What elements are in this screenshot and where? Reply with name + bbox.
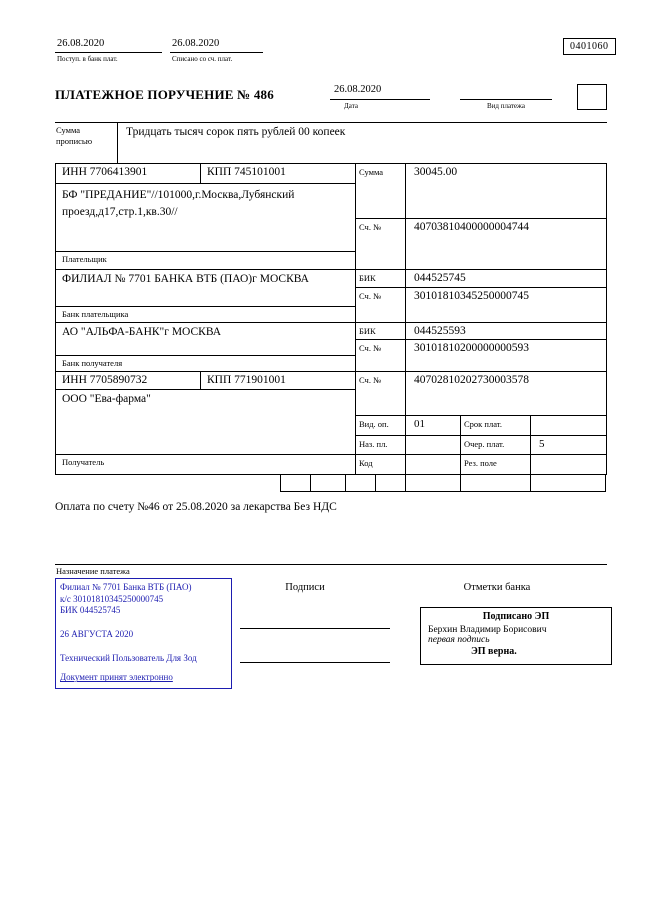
kod-value	[406, 455, 461, 474]
payee-section-label: Получатель	[56, 454, 355, 474]
bank-marks-label: Отметки банка	[463, 582, 531, 593]
ep-title: Подписано ЭП	[482, 611, 550, 622]
tax-fields-row	[280, 475, 606, 492]
payee-bank-bik-label: БИК	[356, 323, 406, 339]
date-debited-label: Списано со сч. плат.	[172, 55, 233, 63]
payer-bank-account-row	[356, 288, 606, 322]
requisites-table	[55, 163, 607, 475]
kod-row	[356, 454, 606, 474]
signatures-label: Подписи	[285, 582, 325, 593]
payee-account-row	[356, 372, 606, 416]
date-received-block	[55, 38, 162, 63]
requisites-area	[55, 163, 607, 513]
payer-kpp: КПП 745101001	[207, 166, 286, 178]
amount-words-label: Сумма прописью	[55, 123, 118, 163]
amount-words-section	[55, 122, 607, 163]
payee-account-value: 40702810202730003578	[414, 374, 529, 386]
payer-right	[356, 164, 606, 269]
payee-bank-right	[356, 323, 606, 371]
payee-bank-account-value: 30101810200000000593	[414, 342, 529, 354]
ep-verified-text: ЭП верна.	[471, 646, 517, 657]
vid-op-row	[356, 416, 606, 435]
payer-bank-bik-row	[356, 270, 606, 288]
payee-account-label: Сч. №	[356, 372, 406, 415]
date-debited-value: 26.08.2020	[170, 38, 263, 53]
payer-block	[56, 164, 606, 270]
payer-account-label: Сч. №	[356, 219, 406, 269]
payer-bank-account-value: 30101810345250000745	[414, 290, 529, 302]
payee-bank-account-row	[356, 340, 606, 371]
payee-bank-bik-value: 044525593	[414, 325, 466, 337]
stamp-line-date: 26 АВГУСТА 2020	[60, 629, 134, 640]
stamp-line-user: Технический Пользователь Для Зод	[60, 652, 197, 663]
rez-pole-label: Рез. поле	[461, 455, 531, 474]
payer-bank-right	[356, 270, 606, 322]
payee-bank-left	[56, 323, 356, 371]
payee-bank-bik-row	[356, 323, 606, 340]
electronic-signature-box	[420, 607, 612, 665]
date-field-label: Дата	[344, 102, 358, 110]
payer-left	[56, 164, 356, 269]
payer-bank-account-label: Сч. №	[356, 288, 406, 322]
payee-block	[56, 372, 606, 475]
footer	[55, 578, 612, 718]
srok-plat-value	[531, 416, 606, 435]
purpose-section	[55, 564, 607, 576]
payee-bank-name: АО "АЛЬФА-БАНК"г МОСКВА	[62, 326, 222, 338]
purpose-label: Назначение платежа	[56, 566, 130, 576]
stamp-line-bank: Филиал № 7701 Банка ВТБ (ПАО)	[60, 582, 192, 592]
vid-op-label: Вид. оп.	[356, 416, 406, 435]
naz-pl-label: Наз. пл.	[356, 436, 406, 454]
rez-pole-value	[531, 455, 606, 474]
form-code-box	[563, 38, 616, 55]
payer-bank-name: ФИЛИАЛ № 7701 БАНКА ВТБ (ПАО)г МОСКВА	[62, 273, 309, 285]
stamp-line-bik: БИК 044525745	[60, 605, 121, 616]
payer-account-row	[356, 219, 606, 269]
date-field	[330, 84, 430, 110]
signature-line-2	[240, 662, 390, 663]
payer-bank-bik-value: 044525745	[414, 272, 466, 284]
tax-field-cell	[406, 475, 461, 492]
naz-pl-row	[356, 435, 606, 454]
payee-inn: ИНН 7705890732	[56, 372, 201, 389]
payment-type-value	[460, 84, 552, 100]
tax-field-cell	[461, 475, 531, 492]
naz-pl-value	[406, 436, 461, 454]
kod-label: Код	[356, 455, 406, 474]
payer-bank-bik-label: БИК	[356, 270, 406, 287]
ep-signer-name: Берхин Владимир Борисович	[428, 625, 547, 635]
tax-field-cell	[311, 475, 346, 492]
purpose-text: Оплата по счету №46 от 25.08.2020 за лекарства Без НДС	[55, 501, 337, 513]
payee-kpp: КПП 771901001	[207, 374, 286, 386]
srok-plat-label: Срок плат.	[461, 416, 531, 435]
date-field-value: 26.08.2020	[330, 84, 430, 100]
stamp-line-accepted: Документ принят электронно	[60, 672, 173, 683]
amount-words-value: Тридцать тысяч сорок пять рублей 00 копеек	[126, 126, 346, 138]
date-received-label: Поступ. в банк плат.	[57, 55, 118, 63]
tax-field-cell	[281, 475, 311, 492]
signature-line-1	[240, 628, 390, 629]
payer-bank-block	[56, 270, 606, 323]
payer-section-label: Плательщик	[56, 251, 355, 269]
bank-stamp-box	[55, 578, 232, 689]
ocher-plat-label: Очер. плат.	[461, 436, 531, 454]
top-dates	[55, 38, 263, 63]
sum-row	[356, 164, 606, 219]
sum-value: 30045.00	[414, 166, 458, 178]
payer-bank-left	[56, 270, 356, 322]
payee-name: ООО "Ева-фарма"	[62, 393, 151, 405]
form-code: 0401060	[570, 41, 609, 52]
payee-bank-account-label: Сч. №	[356, 340, 406, 371]
payee-left	[56, 372, 356, 474]
tax-field-cell	[346, 475, 376, 492]
status-code-box	[577, 84, 607, 110]
payee-right	[356, 372, 606, 474]
tax-field-cell	[376, 475, 406, 492]
payer-account-value: 40703810400000004744	[414, 221, 529, 233]
payee-bank-block	[56, 323, 606, 372]
payment-type-label: Вид платежа	[486, 102, 525, 110]
title-row	[55, 84, 607, 114]
payer-bank-section-label: Банк плательщика	[56, 306, 355, 322]
payer-name: БФ "ПРЕДАНИЕ"//101000,г.Москва,Лубянский проезд,д17,стр.1,кв.30//	[62, 189, 295, 219]
date-debited-block	[170, 38, 263, 63]
payer-inn: ИНН 7706413901	[56, 164, 201, 183]
payer-inn-kpp-row	[56, 164, 355, 184]
tax-field-cell	[531, 475, 606, 492]
ocher-plat-value: 5	[539, 438, 545, 450]
payment-type-field	[460, 84, 552, 110]
ep-signature-note: первая подпись	[428, 635, 490, 645]
vid-op-value: 01	[406, 416, 461, 435]
stamp-line-corr-account: к/с 30101810345250000745	[60, 593, 164, 604]
payee-bank-section-label: Банк получателя	[56, 355, 355, 371]
document-title: ПЛАТЕЖНОЕ ПОРУЧЕНИЕ № 486	[55, 87, 274, 102]
date-received-value: 26.08.2020	[55, 38, 162, 53]
sum-label: Сумма	[356, 164, 406, 218]
payee-inn-kpp-row	[56, 372, 355, 390]
